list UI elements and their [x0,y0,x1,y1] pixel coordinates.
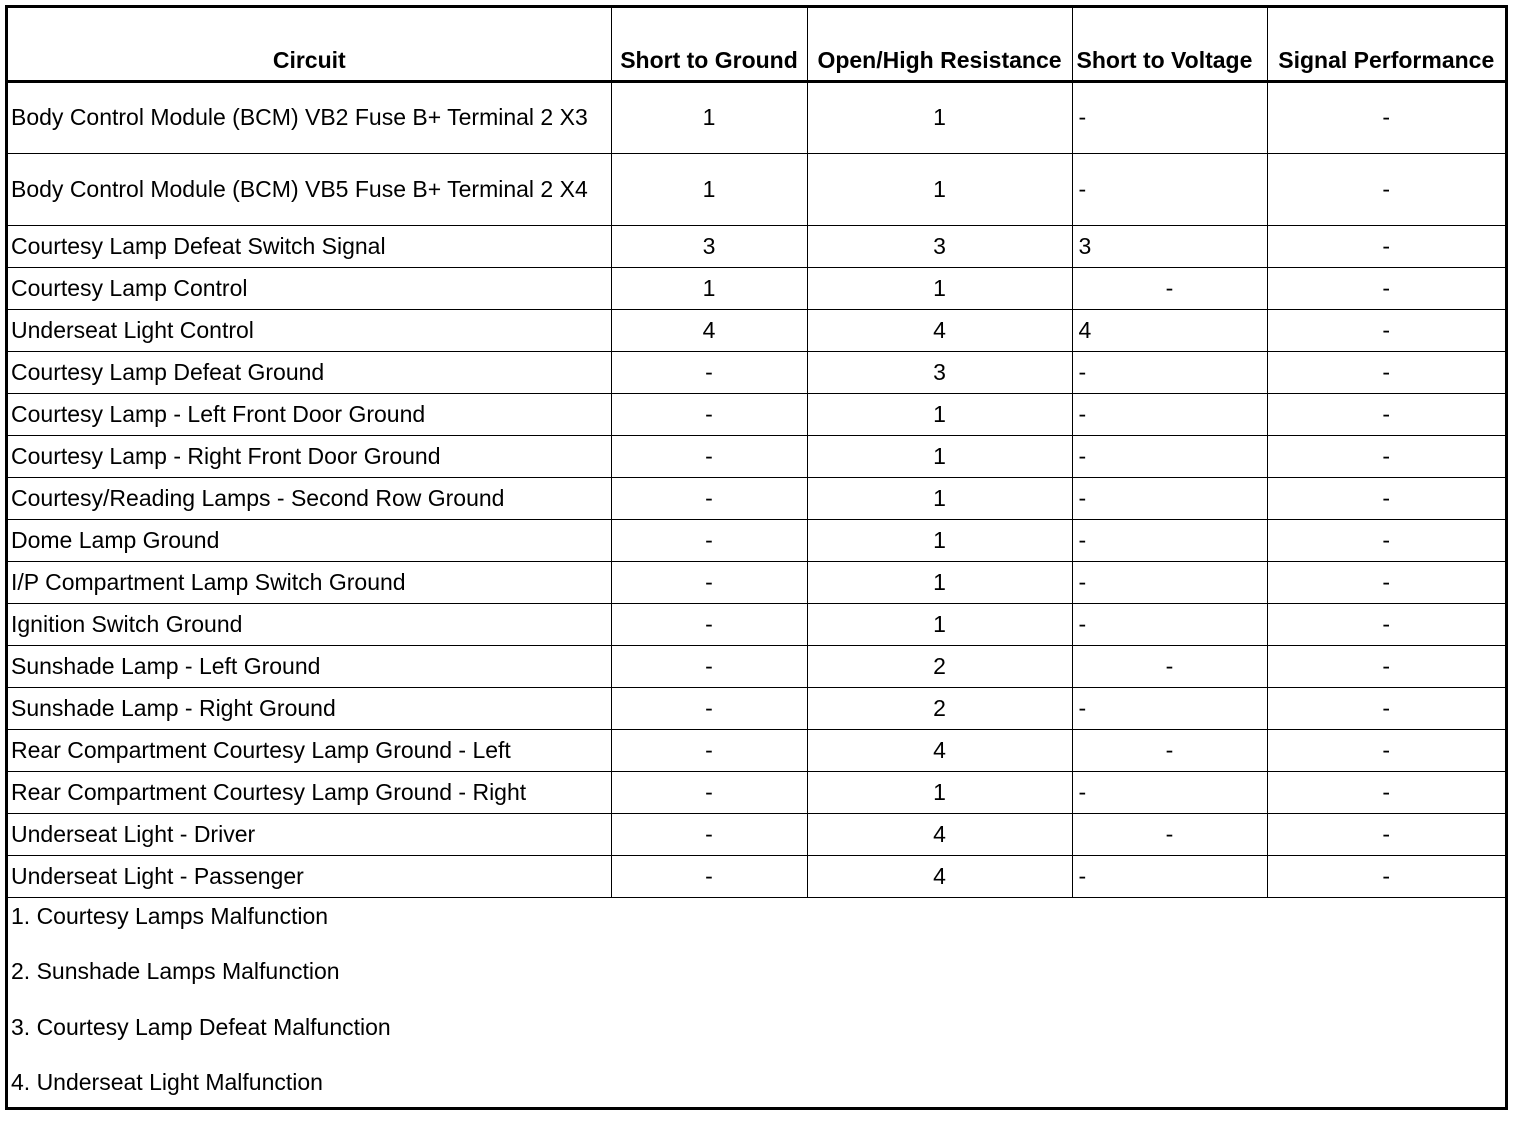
footnote-item: 1. Courtesy Lamps Malfunction [11,902,329,929]
open-high-resistance-cell: 4 [807,813,1072,855]
signal-performance-cell: - [1267,729,1505,771]
table-row [8,435,1505,477]
short-to-voltage-cell: - [1072,351,1267,393]
short-to-voltage-cell: - [1072,603,1267,645]
short-to-ground-cell: - [611,561,807,603]
short-to-voltage-cell: 3 [1072,225,1267,267]
table-row [8,519,1505,561]
signal-performance-cell: - [1267,477,1505,519]
circuit-cell: Body Control Module (BCM) VB5 Fuse B+ Terminal 2 X4 [8,153,611,225]
short-to-voltage-cell: - [1072,645,1267,687]
open-high-resistance-cell: 1 [807,393,1072,435]
short-to-ground-cell: - [611,771,807,813]
open-high-resistance-cell: 4 [807,729,1072,771]
table-row [8,603,1505,645]
circuit-cell: Courtesy Lamp Defeat Ground [8,351,611,393]
short-to-voltage-cell: - [1072,771,1267,813]
short-to-voltage-cell: - [1072,813,1267,855]
short-to-ground-cell: 3 [611,225,807,267]
open-high-resistance-cell: 4 [807,855,1072,897]
open-high-resistance-cell: 1 [807,477,1072,519]
open-high-resistance-cell: 1 [807,81,1072,153]
table-row [8,687,1505,729]
short-to-ground-cell: - [611,435,807,477]
table-row [8,309,1505,351]
signal-performance-cell: - [1267,309,1505,351]
short-to-ground-cell: - [611,813,807,855]
short-to-voltage-cell: - [1072,81,1267,153]
short-to-ground-cell: 4 [611,309,807,351]
header-open-high-resistance: Open/High Resistance [807,8,1072,81]
open-high-resistance-cell: 1 [807,435,1072,477]
signal-performance-cell: - [1267,687,1505,729]
short-to-voltage-cell: - [1072,153,1267,225]
header-short-to-voltage: Short to Voltage [1072,8,1267,81]
circuit-fault-table [8,8,1505,898]
table-row [8,351,1505,393]
signal-performance-cell: - [1267,813,1505,855]
open-high-resistance-cell: 1 [807,561,1072,603]
footnote-item: 4. Underseat Light Malfunction [11,1069,323,1095]
short-to-ground-cell: - [611,687,807,729]
footnote-item: 2. Sunshade Lamps Malfunction [11,958,340,984]
open-high-resistance-cell: 1 [807,267,1072,309]
short-to-ground-cell: 1 [611,81,807,153]
signal-performance-cell: - [1267,855,1505,897]
footnote-item: 3. Courtesy Lamp Defeat Malfunction [11,1013,391,1040]
open-high-resistance-cell: 1 [807,519,1072,561]
circuit-cell: Sunshade Lamp - Left Ground [8,645,611,687]
signal-performance-cell: - [1267,645,1505,687]
short-to-ground-cell: - [611,645,807,687]
short-to-voltage-cell: - [1072,519,1267,561]
circuit-cell: I/P Compartment Lamp Switch Ground [8,561,611,603]
table-row [8,561,1505,603]
table-row [8,267,1505,309]
signal-performance-cell: - [1267,519,1505,561]
short-to-voltage-cell: - [1072,267,1267,309]
short-to-ground-cell: - [611,519,807,561]
circuit-cell: Underseat Light Control [8,309,611,351]
header-signal-performance: Signal Performance [1267,8,1505,81]
open-high-resistance-cell: 2 [807,687,1072,729]
open-high-resistance-cell: 3 [807,225,1072,267]
signal-performance-cell: - [1267,771,1505,813]
circuit-cell: Courtesy Lamp - Left Front Door Ground [8,393,611,435]
short-to-ground-cell: - [611,393,807,435]
header-row [8,8,1505,81]
diagnostic-table-frame [5,5,1508,1110]
short-to-voltage-cell: - [1072,435,1267,477]
short-to-voltage-cell: - [1072,855,1267,897]
short-to-ground-cell: 1 [611,153,807,225]
circuit-cell: Underseat Light - Driver [8,813,611,855]
short-to-voltage-cell: - [1072,687,1267,729]
table-row [8,225,1505,267]
signal-performance-cell: - [1267,435,1505,477]
footnotes [8,898,1505,1124]
short-to-voltage-cell: 4 [1072,309,1267,351]
short-to-voltage-cell: - [1072,729,1267,771]
circuit-cell: Ignition Switch Ground [8,603,611,645]
circuit-cell: Dome Lamp Ground [8,519,611,561]
open-high-resistance-cell: 1 [807,603,1072,645]
open-high-resistance-cell: 1 [807,153,1072,225]
short-to-ground-cell: - [611,729,807,771]
header-short-to-ground: Short to Ground [611,8,807,81]
circuit-cell: Rear Compartment Courtesy Lamp Ground - Right [8,771,611,813]
short-to-voltage-cell: - [1072,561,1267,603]
table-row [8,813,1505,855]
signal-performance-cell: - [1267,225,1505,267]
short-to-ground-cell: - [611,855,807,897]
open-high-resistance-cell: 1 [807,771,1072,813]
circuit-cell: Sunshade Lamp - Right Ground [8,687,611,729]
table-row [8,153,1505,225]
signal-performance-cell: - [1267,153,1505,225]
circuit-cell: Courtesy Lamp Control [8,267,611,309]
circuit-cell: Courtesy Lamp Defeat Switch Signal [8,225,611,267]
signal-performance-cell: - [1267,267,1505,309]
circuit-cell: Courtesy Lamp - Right Front Door Ground [8,435,611,477]
table-row [8,477,1505,519]
open-high-resistance-cell: 4 [807,309,1072,351]
table-row [8,771,1505,813]
circuit-cell: Courtesy/Reading Lamps - Second Row Ground [8,477,611,519]
table-row [8,729,1505,771]
table-row [8,855,1505,897]
short-to-ground-cell: 1 [611,267,807,309]
header-circuit: Circuit [8,8,611,81]
short-to-voltage-cell: - [1072,393,1267,435]
signal-performance-cell: - [1267,81,1505,153]
table-row [8,645,1505,687]
circuit-cell: Underseat Light - Passenger [8,855,611,897]
signal-performance-cell: - [1267,393,1505,435]
short-to-voltage-cell: - [1072,477,1267,519]
table-row [8,393,1505,435]
circuit-cell: Rear Compartment Courtesy Lamp Ground - Left [8,729,611,771]
open-high-resistance-cell: 3 [807,351,1072,393]
table-row [8,81,1505,153]
short-to-ground-cell: - [611,603,807,645]
signal-performance-cell: - [1267,351,1505,393]
signal-performance-cell: - [1267,603,1505,645]
open-high-resistance-cell: 2 [807,645,1072,687]
short-to-ground-cell: - [611,351,807,393]
signal-performance-cell: - [1267,561,1505,603]
circuit-cell: Body Control Module (BCM) VB2 Fuse B+ Terminal 2 X3 [8,81,611,153]
short-to-ground-cell: - [611,477,807,519]
